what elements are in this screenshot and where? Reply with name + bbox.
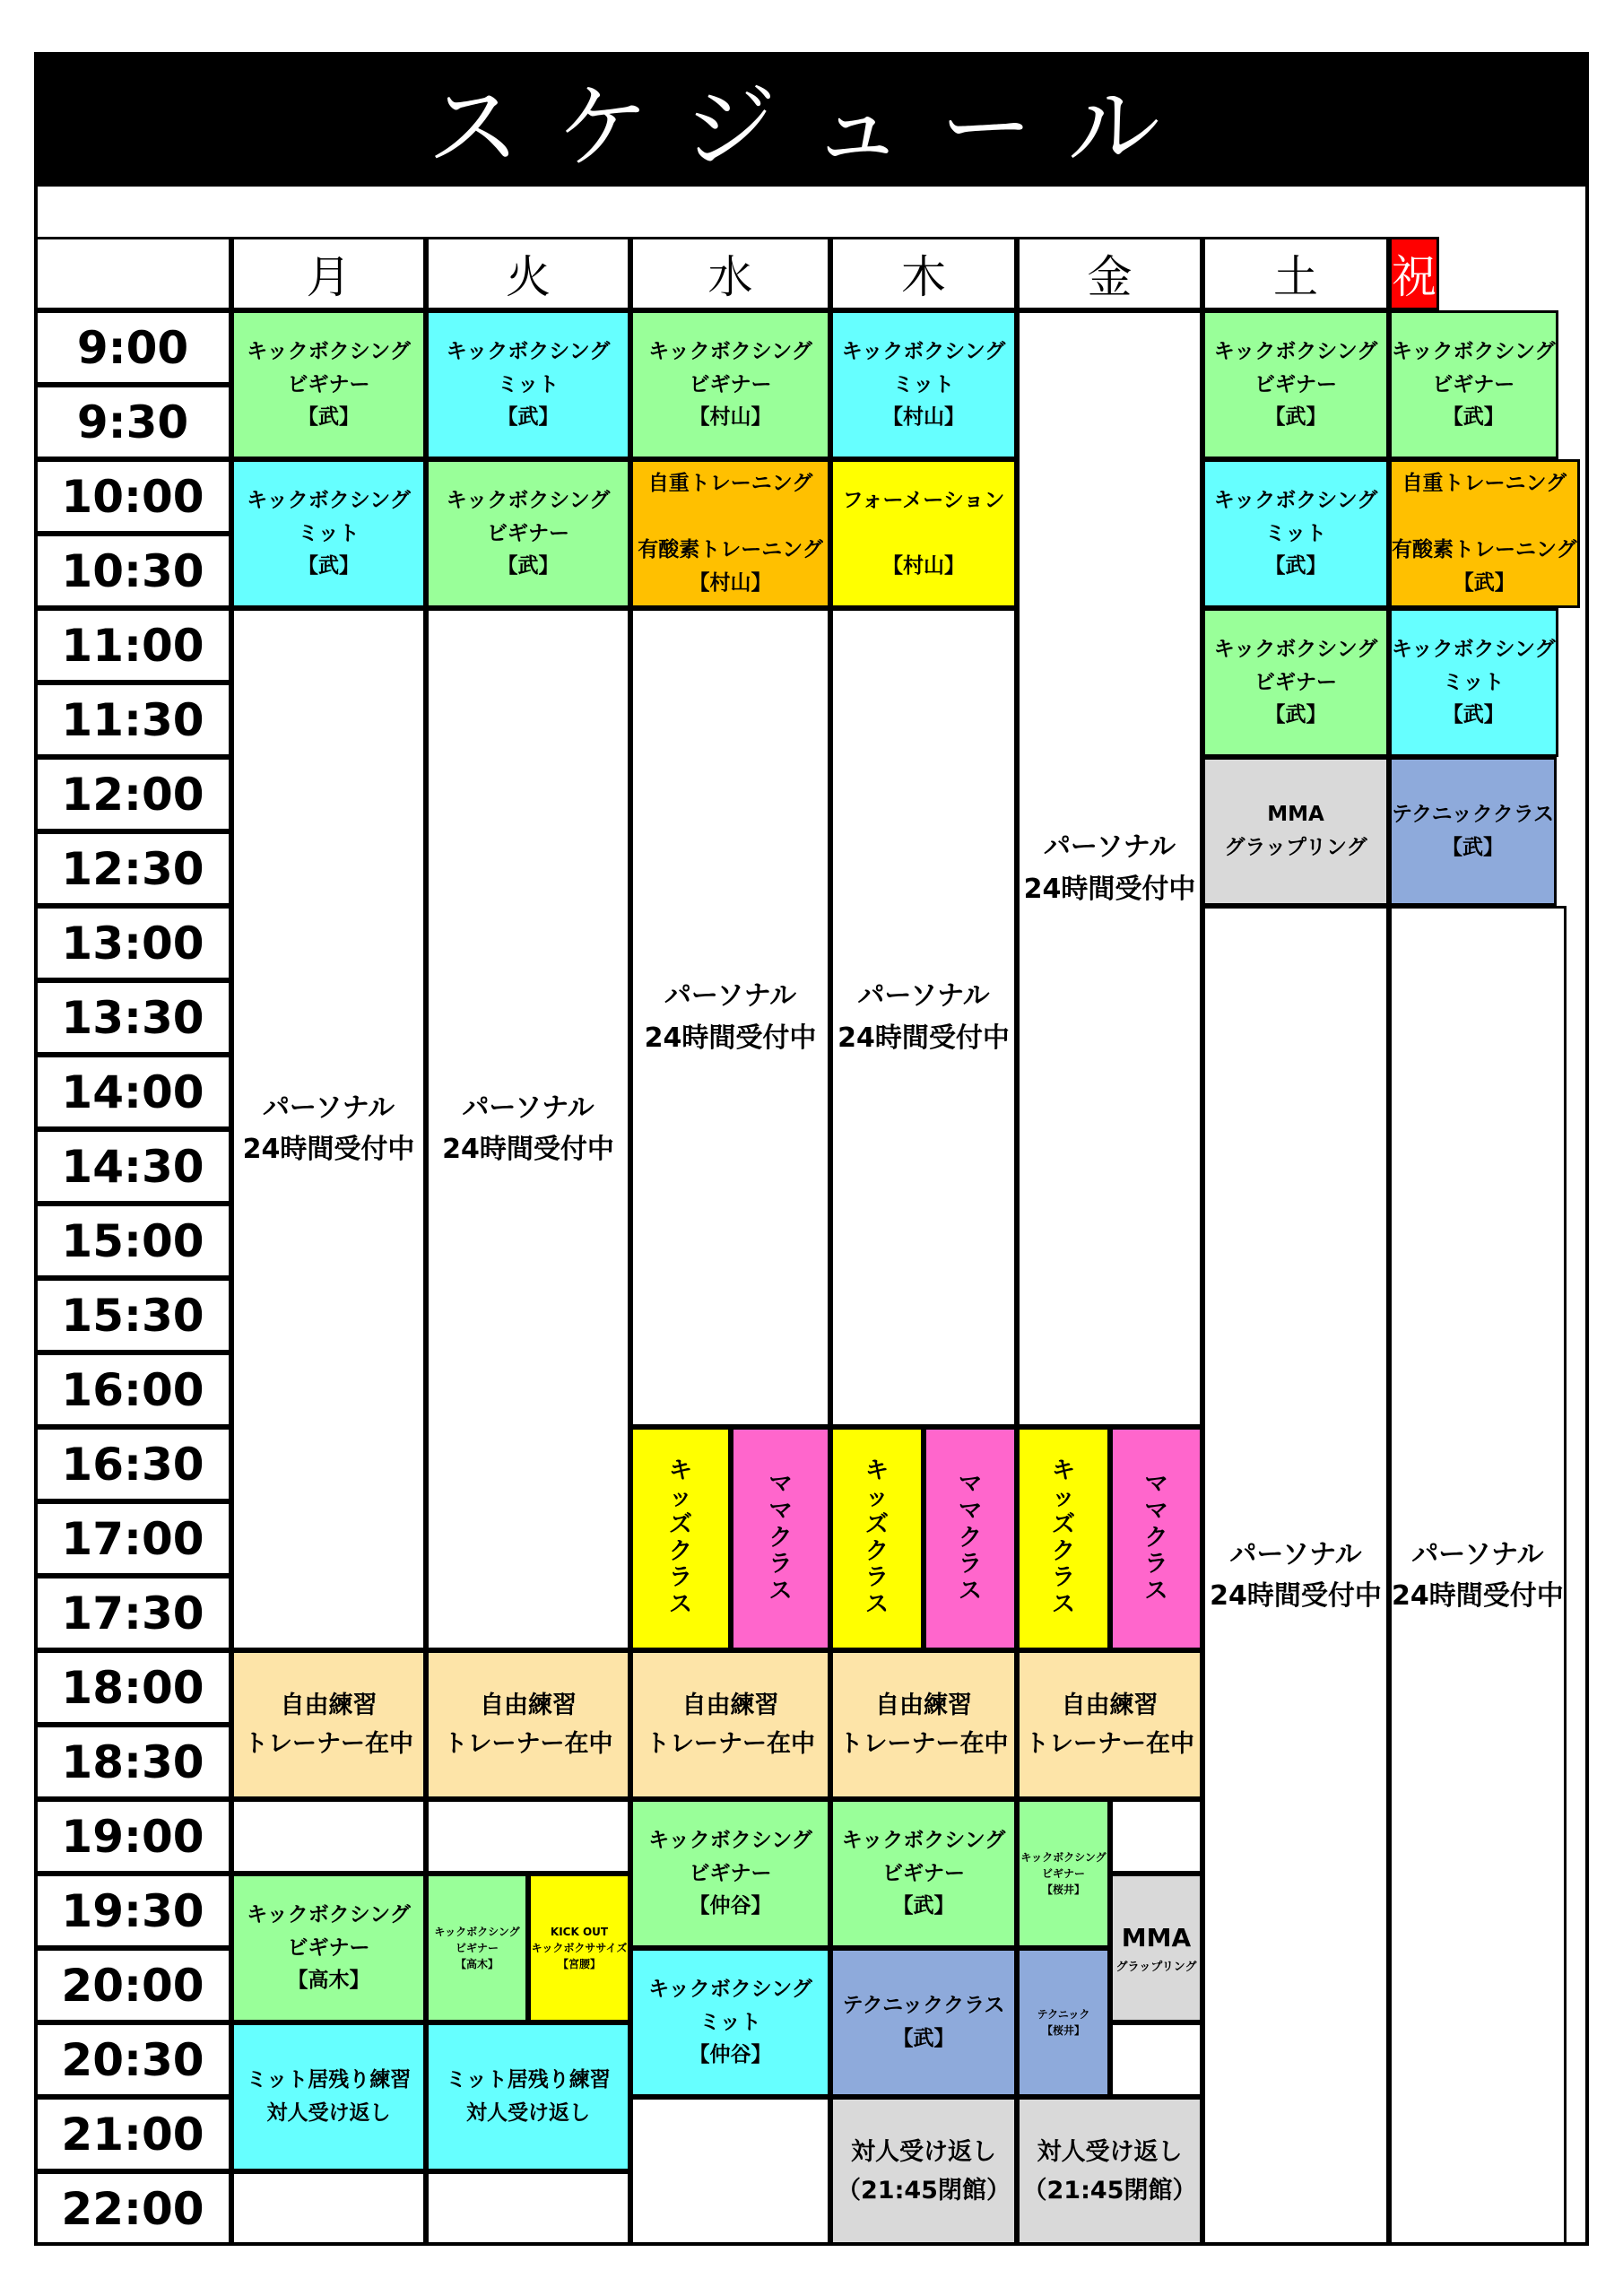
class-text: マ [958,1497,982,1525]
class-text: パーソナル [1229,1538,1362,1570]
class-text: 【村山】 [689,405,772,430]
class-text: グラップリング [1115,1961,1197,1974]
class-slot [1017,1427,1110,1650]
empty-slot [1110,2022,1202,2097]
time-label: 13:30 [34,980,231,1055]
class-text: 自由練習 [480,1691,577,1719]
class-text: ッ [1051,1483,1075,1511]
class-text: マ [768,1470,793,1498]
class-text: ス [1144,1578,1168,1605]
class-text: テクニック [1037,2008,1090,2021]
class-text: 24時間受付中 [1023,873,1196,905]
class-text: キックボクシング [1213,488,1378,512]
class-slot [231,459,426,608]
class-text: 【宮腰】 [557,1958,601,1970]
class-text: ラ [958,1551,982,1578]
time-label: 22:00 [34,2171,231,2246]
class-slot [924,1427,1017,1650]
class-slot [1110,1874,1202,2022]
class-text: 【武】 [1453,570,1515,595]
class-text: ラ [864,1564,889,1592]
class-text: 24時間受付中 [1210,1580,1382,1612]
class-text: 24時間受付中 [242,1134,415,1165]
class-text: 対人受け返し [466,2101,590,2125]
class-text: キックボクシング [648,339,812,363]
class-text: ミット居残り練習 [246,2068,412,2092]
class-text: 自由練習 [875,1691,972,1719]
class-text: キックボクササイズ [531,1942,628,1954]
time-label: 11:30 [34,683,231,757]
time-label: 12:00 [34,757,231,831]
class-text: ク [864,1537,889,1565]
class-text: 24時間受付中 [1392,1580,1564,1612]
class-text: 【武】 [1264,554,1327,578]
class-slot [231,1874,426,2022]
class-slot [1202,757,1389,906]
class-text [920,517,927,551]
class-text: ク [668,1537,692,1565]
class-slot [630,310,830,459]
class-slot [1389,310,1558,459]
class-text: パーソナル [857,980,990,1012]
class-slot [830,310,1017,459]
class-text: キックボクシング [1213,637,1378,661]
empty-slot [426,1799,630,1874]
class-text: トレーナー在中 [244,1730,413,1758]
time-label: 13:00 [34,906,231,980]
class-slot [830,1799,1017,1948]
class-text: キックボクシング [1392,339,1556,363]
class-slot [830,1427,924,1650]
time-label: 17:00 [34,1501,231,1576]
day-header: 月 [231,237,426,310]
class-slot [426,608,630,1650]
class-slot [231,2022,426,2171]
class-text: 【桜井】 [1041,2024,1085,2037]
class-text: 自由練習 [681,1691,779,1719]
time-label: 12:30 [34,831,231,906]
class-text: 【武】 [298,405,360,430]
class-text: ミット [298,521,360,545]
class-text: ス [668,1591,692,1619]
empty-slot [1110,1799,1202,1874]
class-text: 【武】 [892,2027,955,2050]
class-slot [1202,310,1389,459]
class-text: キックボクシング [648,1977,812,2001]
class-text: ス [958,1578,982,1605]
class-text: ス [1051,1591,1075,1619]
class-text: 【高木】 [287,1969,370,1993]
class-text: キックボクシング [1020,1851,1107,1864]
time-label: 9:30 [34,385,231,459]
class-text: キ [668,1457,692,1484]
empty-slot [231,1799,426,1874]
class-text: トレーナー在中 [1025,1730,1194,1758]
time-label: 20:30 [34,2022,231,2097]
day-header: 祝 [1389,237,1439,310]
class-text: ク [958,1524,982,1552]
class-slot [426,2022,630,2171]
class-text: マ [768,1497,793,1525]
class-text: ビギナー [882,1861,965,1885]
class-text: 有酸素トレーニング [1392,538,1577,561]
class-text: マ [958,1470,982,1498]
class-text: 【武】 [1264,703,1327,727]
class-slot [830,459,1017,608]
time-label: 15:00 [34,1204,231,1278]
class-text: ミット [497,372,560,396]
class-slot [1389,608,1558,757]
time-label: 16:30 [34,1427,231,1501]
class-text: トレーナー在中 [443,1730,613,1758]
day-header: 木 [830,237,1017,310]
class-text: キ [864,1457,889,1484]
class-text: ビギナー [689,1861,772,1885]
time-label: 20:00 [34,1948,231,2022]
class-text: キックボクシング [841,339,1006,363]
class-text: ズ [1051,1510,1075,1538]
class-slot [1389,906,1567,2246]
class-text: キックボクシング [247,1902,411,1926]
class-text: 24時間受付中 [644,1022,817,1054]
time-label: 14:30 [34,1129,231,1204]
class-text: パーソナル [1411,1538,1544,1570]
class-text: ミット [699,2010,761,2034]
time-label: 18:00 [34,1650,231,1725]
class-text: パーソナル [664,980,797,1012]
class-text: ミット居残り練習 [446,2068,611,2092]
class-text: トレーナー在中 [646,1730,815,1758]
class-text: キックボクシング [446,488,611,512]
class-text: ク [1051,1537,1075,1565]
class-slot [731,1427,830,1650]
class-text: 対人受け返し [851,2137,996,2166]
class-text: ズ [864,1510,889,1538]
class-text: キックボクシング [247,339,411,363]
time-label: 11:00 [34,608,231,683]
class-text: キックボクシング [1213,339,1378,363]
class-slot [630,1799,830,1948]
time-label: 15:30 [34,1278,231,1352]
class-text: 【武】 [298,554,360,578]
class-text: （21:45閉館） [1022,2177,1197,2205]
time-label: 19:00 [34,1799,231,1874]
class-slot [231,310,426,459]
class-text: マ [1144,1470,1168,1498]
class-slot [1110,1427,1202,1650]
class-text: ビギナー [689,372,772,396]
page-title: スケジュール [34,52,1589,187]
class-slot [830,608,1017,1427]
class-slot [1017,2097,1202,2246]
class-text: 【武】 [1264,405,1327,430]
class-text: ク [768,1524,793,1552]
class-slot [231,608,426,1650]
class-text: ク [1144,1524,1168,1552]
empty-slot [630,2097,830,2246]
class-text: ス [768,1578,793,1605]
class-text: マ [1144,1497,1168,1525]
class-text: キックボクシング [247,488,411,512]
class-slot [426,310,630,459]
time-label: 19:30 [34,1874,231,1948]
time-label: 10:30 [34,534,231,608]
class-text: 【村山】 [689,570,772,595]
class-text: 【村山】 [882,554,965,578]
class-text: （21:45閉館） [837,2177,1011,2205]
class-text: 【村山】 [882,405,965,430]
class-text: 【武】 [1442,836,1504,859]
class-text: 24時間受付中 [838,1022,1010,1054]
class-text: ビギナー [1041,1867,1085,1880]
class-slot [830,1948,1017,2097]
time-label: 10:00 [34,459,231,534]
corner-cell [34,237,231,310]
class-text: 【武】 [497,405,560,430]
class-text: 【武】 [892,1894,955,1918]
class-text: キックボクシング [1392,637,1556,661]
class-slot [630,459,830,608]
class-text: 自重トレーニング [1402,472,1567,496]
class-text: ッ [864,1483,889,1511]
class-text: 【高木】 [455,1958,499,1970]
time-label: 14:00 [34,1055,231,1129]
class-text: ミット [1442,670,1505,694]
class-slot [1017,1799,1110,1948]
day-header: 金 [1017,237,1202,310]
time-label: 16:00 [34,1352,231,1427]
class-text: 自由練習 [280,1691,378,1719]
class-slot [630,1427,731,1650]
time-label: 21:00 [34,2097,231,2171]
class-text: 【桜井】 [1041,1883,1085,1896]
time-label: 18:30 [34,1725,231,1799]
class-text: 【仲谷】 [689,2043,772,2067]
day-header: 火 [426,237,630,310]
class-text: KICK OUT [550,1926,609,1938]
class-text: 【仲谷】 [689,1894,772,1918]
class-text: 自重トレーニング [647,472,813,496]
class-text: 【武】 [497,554,560,578]
class-text: MMA [1267,803,1324,827]
empty-slot [231,2171,426,2246]
class-slot [528,1874,630,2022]
class-text: 有酸素トレーニング [638,538,823,561]
class-text: キックボクシング [648,1828,812,1852]
class-text: フォーメーション [842,488,1005,512]
class-text: ビギナー [1254,372,1337,396]
class-text [726,500,733,534]
class-text: 【武】 [1442,703,1505,727]
class-text: テクニッククラス [842,1994,1005,2018]
class-text: グラップリング [1224,836,1367,859]
class-text: キックボクシング [841,1828,1006,1852]
class-text: ビギナー [487,521,569,545]
class-text: 24時間受付中 [442,1134,614,1165]
class-text: パーソナル [1043,831,1176,863]
class-slot [1202,608,1389,757]
class-slot [1202,459,1389,608]
class-text: パーソナル [262,1091,395,1124]
class-text [1480,500,1488,534]
class-text: 【武】 [1442,405,1505,430]
class-text: 対人受け返し [1037,2137,1183,2166]
class-slot [231,1650,426,1799]
class-text: ビギナー [455,1942,499,1954]
class-text: キックボクシング [434,1926,520,1938]
class-text: テクニッククラス [1392,803,1555,827]
time-label: 17:30 [34,1576,231,1650]
time-label: 9:00 [34,310,231,385]
class-slot [630,608,830,1427]
class-text: 自由練習 [1061,1691,1159,1719]
class-slot [630,1650,830,1799]
class-slot [1017,1948,1110,2097]
class-text: ミット [892,372,955,396]
class-text: ビギナー [1432,372,1515,396]
class-slot [1202,906,1389,2246]
class-slot [630,1948,830,2097]
class-slot [426,459,630,608]
class-slot [830,1650,1017,1799]
class-text: ビギナー [287,1935,370,1960]
day-header: 水 [630,237,830,310]
class-text: ビギナー [1254,670,1337,694]
class-slot [1017,1650,1202,1799]
class-text: ラ [1144,1551,1168,1578]
class-text: ラ [1051,1564,1075,1592]
class-text: キックボクシング [446,339,611,363]
class-text: ラ [668,1564,692,1592]
class-text: トレーナー在中 [838,1730,1009,1758]
class-text: ラ [768,1551,793,1578]
empty-slot [426,2171,630,2246]
class-slot [1389,757,1557,906]
class-text: ッ [668,1483,692,1511]
class-slot [426,1874,528,2022]
class-slot [1389,459,1580,608]
class-text: ズ [668,1510,692,1538]
day-header: 土 [1202,237,1389,310]
class-text: 対人受け返し [266,2101,391,2125]
class-text: MMA [1121,1923,1192,1953]
class-text: パーソナル [462,1091,595,1124]
class-text: キ [1051,1457,1075,1484]
class-text: ビギナー [287,372,370,396]
class-slot [1017,310,1202,1427]
class-slot [830,2097,1017,2246]
class-text: ス [864,1591,889,1619]
class-text: ミット [1264,521,1327,545]
class-slot [426,1650,630,1799]
